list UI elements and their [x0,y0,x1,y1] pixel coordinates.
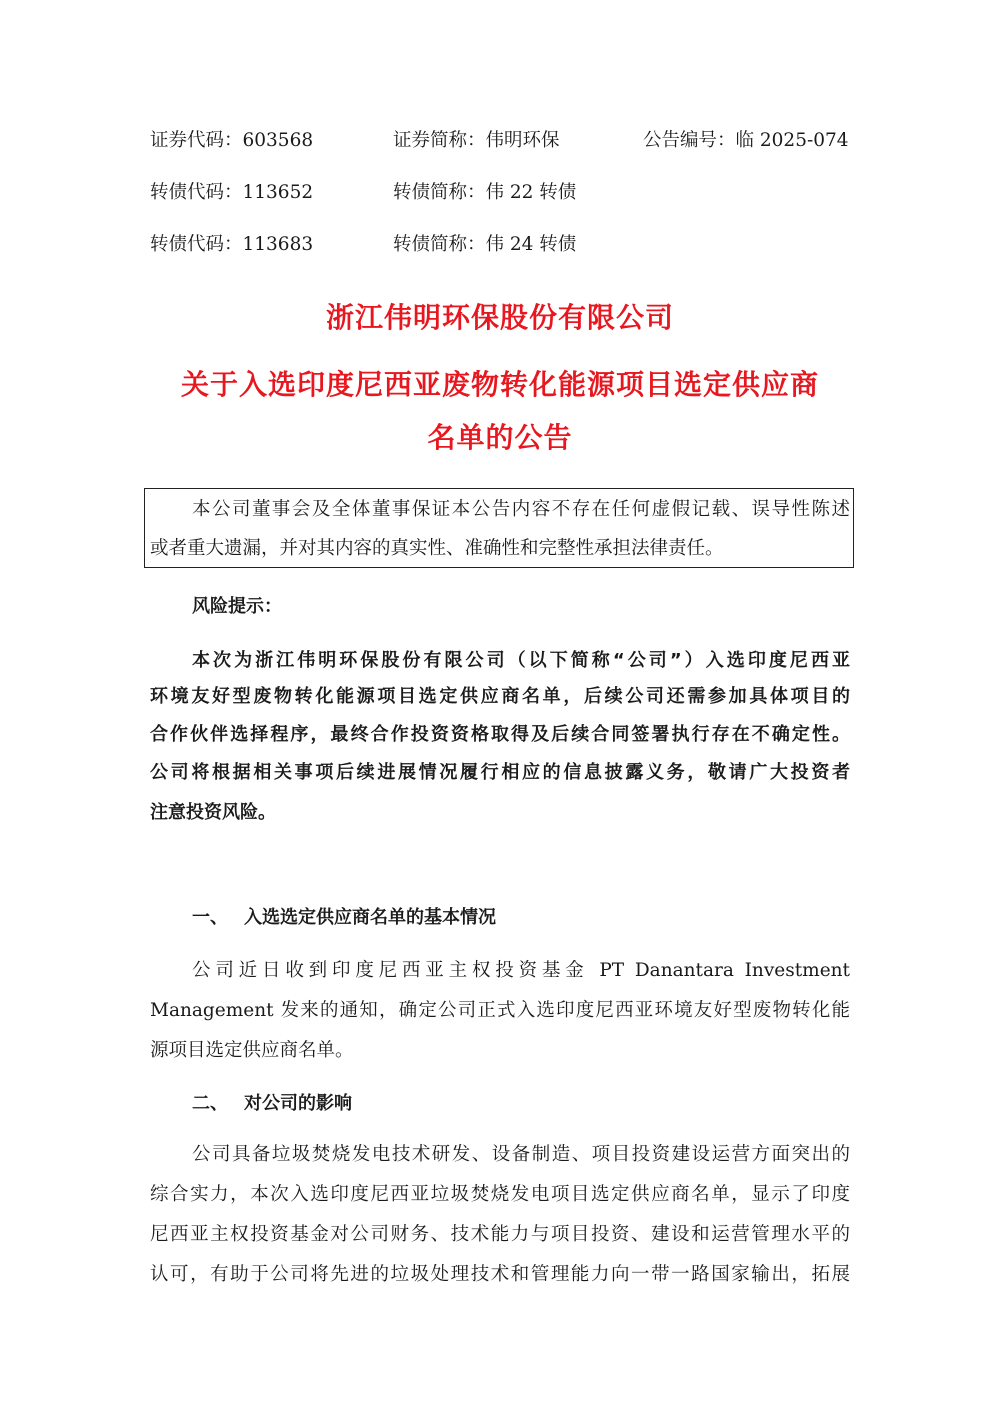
section-title: 对公司的影响 [244,1093,352,1114]
risk-line: 环境友好型废物转化能源项目选定供应商名单，后续公司还需参加具体项目的 [150,686,850,707]
notice-number: 公告编号：临 2025-074 [643,130,849,151]
paragraph-line: 尼西亚主权投资基金对公司财务、技术能力与项目投资、建设和运营管理水平的 [150,1224,850,1245]
paragraph-line: 公司具备垃圾焚烧发电技术研发、设备制造、项目投资建设运营方面突出的 [192,1144,850,1165]
risk-line: 本次为浙江伟明环保股份有限公司（以下简称“公司”）入选印度尼西亚 [192,650,850,671]
announcement-title-line1: 关于入选印度尼西亚废物转化能源项目选定供应商 [180,368,819,401]
section-number: 二、 [192,1093,228,1114]
announcement-title-line2: 名单的公告 [427,421,573,454]
risk-line: 合作伙伴选择程序，最终合作投资资格取得及后续合同签署执行存在不确定性。 [150,724,850,745]
section-heading [192,1089,352,1119]
header-row [150,126,850,156]
security-code: 证券代码：603568 [150,130,314,151]
board-statement-line: 本公司董事会及全体董事保证本公告内容不存在任何虚假记载、误导性陈述 [192,499,850,520]
security-name: 证券简称：伟明环保 [393,130,560,151]
risk-heading: 风险提示： [192,596,282,617]
risk-line: 公司将根据相关事项后续进展情况履行相应的信息披露义务，敬请广大投资者 [150,762,850,783]
section-number: 一、 [192,907,228,928]
paragraph-line: Management 发来的通知，确定公司正式入选印度尼西亚环境友好型废物转化能 [150,1000,850,1021]
paragraph-line: 认可，有助于公司将先进的垃圾处理技术和管理能力向一带一路国家输出，拓展 [150,1264,850,1285]
header-row [150,178,850,208]
header-row [150,230,850,260]
bond-code: 转债代码：113652 [150,182,314,203]
paragraph-line: 综合实力，本次入选印度尼西亚垃圾焚烧发电项目选定供应商名单，显示了印度 [150,1184,850,1205]
paragraph-line: 公司近日收到印度尼西亚主权投资基金 PT Danantara Investment [192,960,850,981]
section-title: 入选选定供应商名单的基本情况 [244,907,496,928]
company-title: 浙江伟明环保股份有限公司 [325,301,674,334]
paragraph-line: 源项目选定供应商名单。 [150,1040,354,1061]
bond-name: 转债简称：伟 24 转债 [393,234,577,255]
bond-code: 转债代码：113683 [150,234,314,255]
bond-name: 转债简称：伟 22 转债 [393,182,577,203]
risk-line: 注意投资风险。 [150,802,276,823]
board-statement-line: 或者重大遗漏，并对其内容的真实性、准确性和完整性承担法律责任。 [150,538,724,559]
section-heading [192,903,496,933]
